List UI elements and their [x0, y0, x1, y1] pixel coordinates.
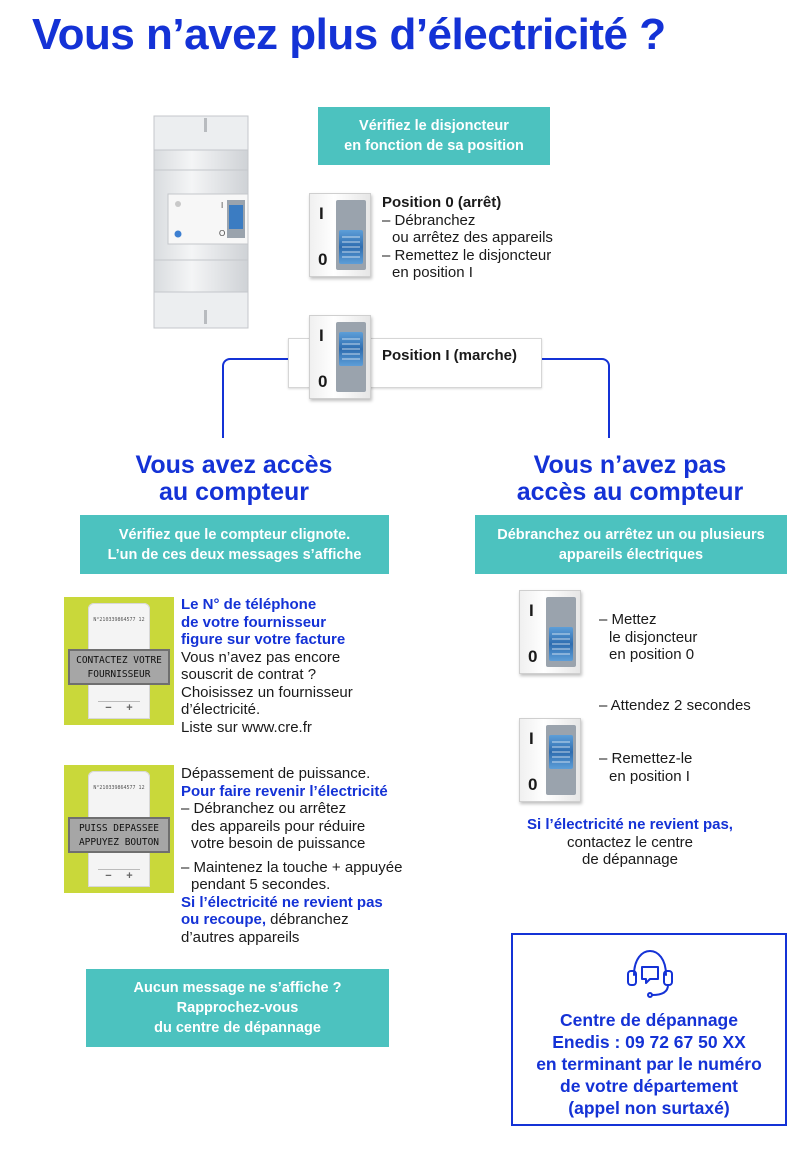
- text-line: Si l’électricité ne revient pas: [181, 893, 383, 911]
- instruction-line: – Remettez le disjoncteur: [382, 246, 552, 264]
- left-column-heading: [94, 452, 374, 506]
- contact-line: (appel non surtaxé): [568, 1098, 730, 1118]
- position-0-title: Position 0 (arrêt): [382, 194, 502, 211]
- text-line: en position I: [609, 767, 690, 785]
- text-line: Pour faire revenir l’électricité: [181, 782, 388, 800]
- text-line: Dépassement de puissance.: [181, 765, 371, 782]
- contact-line: en terminant par le numéro: [536, 1054, 762, 1074]
- switch-label-i: I: [319, 204, 324, 223]
- heading-line: Vous n’avez pas: [533, 451, 727, 479]
- text-line: le disjoncteur: [609, 628, 698, 646]
- contact-phone: Enedis : 09 72 67 50 XX: [552, 1032, 746, 1052]
- switch-label-0: 0: [528, 775, 538, 794]
- breaker-switch-position-0: [519, 590, 581, 674]
- breaker-switch-position-1: [309, 315, 371, 399]
- connector-line-right: [540, 358, 610, 438]
- unplug-appliances-box: [475, 515, 787, 574]
- switch-knob: [549, 735, 573, 769]
- text-line: [181, 911, 426, 929]
- position-0-instructions: [382, 194, 602, 282]
- step-1-text: [599, 611, 789, 664]
- meter-illustration-contact-supplier: [64, 597, 174, 725]
- switch-rocker: [546, 597, 576, 667]
- step-3-text: [599, 750, 789, 785]
- svg-text:O: O: [219, 229, 226, 238]
- display-line: APPUYEZ BOUTON: [78, 837, 160, 848]
- switch-knob: [549, 627, 573, 661]
- text-line: d’électricité.: [181, 701, 261, 718]
- text-line: votre besoin de puissance: [191, 835, 366, 852]
- no-message-box: [86, 969, 389, 1047]
- text-line: Vous n’avez pas encore: [181, 648, 341, 666]
- message-2-text: [181, 765, 426, 946]
- contact-line: de votre département: [560, 1076, 738, 1096]
- box-line: Vérifiez que le compteur clignote.: [118, 526, 351, 543]
- instruction-line: ou arrêtez des appareils: [392, 229, 553, 246]
- text-line: des appareils pour réduire: [191, 817, 366, 835]
- text-line: Liste sur www.cre.fr: [181, 718, 312, 736]
- box-line: appareils électriques: [558, 546, 704, 563]
- text-line: – Mettez: [599, 611, 657, 628]
- box-line: Aucun message ne s’affiche ?: [133, 980, 342, 996]
- right-note: [500, 816, 760, 869]
- text-line: – Remettez-le: [599, 750, 693, 767]
- minus-button: −: [105, 870, 112, 882]
- breaker-switch-position-0: [309, 193, 371, 277]
- step-2-text: – Attendez 2 secondes: [599, 697, 751, 714]
- meter-display: [68, 817, 170, 853]
- headset-icon: [620, 945, 680, 1001]
- text-fragment: ou recoupe,: [181, 911, 267, 928]
- text-line: contactez le centre: [567, 833, 693, 851]
- page-title: Vous n’avez plus d’électricité ?: [32, 10, 666, 59]
- meter-display: [68, 649, 170, 685]
- breaker-switch-position-1: [519, 718, 581, 802]
- message-1-text: [181, 596, 411, 736]
- breaker-unit-illustration: [150, 110, 252, 330]
- switch-label-i: I: [529, 729, 534, 748]
- text-line: de votre fournisseur: [181, 613, 327, 631]
- box-line: du centre de dépannage: [154, 1020, 321, 1036]
- switch-rocker: [336, 200, 366, 270]
- meter-serial: N°210339864577 12: [93, 617, 145, 623]
- text-fragment: débranchez: [266, 911, 349, 928]
- emergency-contact-box: [511, 933, 787, 1126]
- switch-label-0: 0: [318, 250, 328, 269]
- switch-rocker: [546, 725, 576, 795]
- display-line: PUISS DEPASSEE: [78, 823, 160, 834]
- switch-label-i: I: [529, 601, 534, 620]
- svg-text:I: I: [221, 201, 224, 210]
- box-line: Rapprochez-vous: [176, 1000, 299, 1016]
- check-breaker-line: en fonction de sa position: [344, 138, 524, 154]
- text-line: – Débranchez ou arrêtez: [181, 800, 347, 817]
- meter-illustration-power-exceeded: [64, 765, 174, 893]
- box-line: L’un de ces deux messages s’affiche: [107, 546, 362, 563]
- text-line: pendant 5 secondes.: [191, 876, 331, 893]
- text-line: souscrit de contrat ?: [181, 666, 317, 683]
- plus-button: +: [126, 870, 133, 882]
- instruction-line: en position I: [392, 264, 473, 281]
- box-line: Débranchez ou arrêtez un ou plusieurs: [497, 526, 765, 543]
- text-line: figure sur votre facture: [181, 631, 346, 648]
- text-line: de dépannage: [582, 851, 678, 868]
- text-line: Le N° de téléphone: [181, 596, 317, 613]
- connector-line-left: [222, 358, 292, 438]
- switch-label-0: 0: [528, 647, 538, 666]
- contact-text: [513, 1009, 785, 1119]
- minus-button: −: [105, 702, 112, 714]
- heading-line: accès au compteur: [516, 478, 744, 506]
- right-column-heading: [482, 452, 778, 506]
- text-line: Si l’électricité ne revient pas,: [527, 816, 733, 833]
- switch-label-i: I: [319, 326, 324, 345]
- text-line: Choisissez un fournisseur: [181, 683, 353, 701]
- check-breaker-line: Vérifiez le disjoncteur: [359, 118, 509, 134]
- contact-line: Centre de dépannage: [560, 1010, 738, 1030]
- display-line: FOURNISSEUR: [87, 669, 151, 680]
- meter-buttons: [98, 701, 140, 713]
- position-1-title: Position I (marche): [382, 347, 518, 364]
- meter-buttons: [98, 869, 140, 881]
- plus-button: +: [126, 702, 133, 714]
- meter-serial: N°210339864577 12: [93, 785, 145, 791]
- text-line: en position 0: [609, 646, 695, 663]
- heading-line: au compteur: [158, 478, 310, 506]
- switch-label-0: 0: [318, 372, 328, 391]
- check-meter-box: [80, 515, 389, 574]
- check-breaker-box: [318, 107, 550, 165]
- switch-knob: [339, 332, 363, 366]
- heading-line: Vous avez accès: [135, 451, 333, 479]
- display-line: CONTACTEZ VOTRE: [76, 655, 162, 666]
- instruction-line: – Débranchez: [382, 211, 476, 229]
- text-line: – Maintenez la touche + appuyée: [181, 858, 403, 876]
- text-line: d’autres appareils: [181, 928, 300, 946]
- switch-rocker: [336, 322, 366, 392]
- switch-knob: [339, 230, 363, 264]
